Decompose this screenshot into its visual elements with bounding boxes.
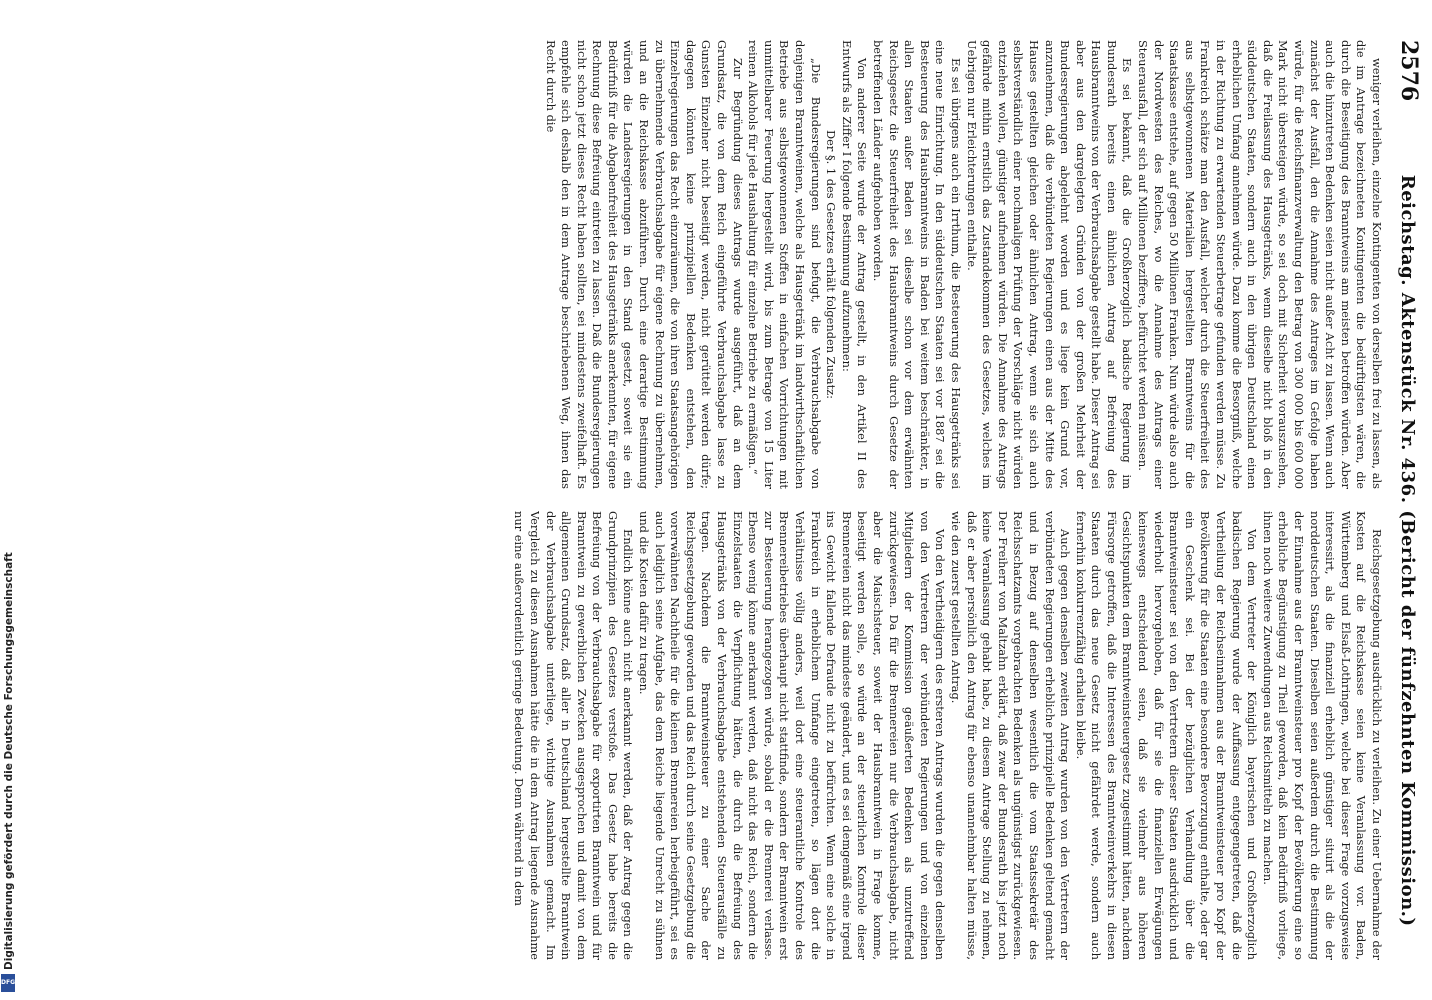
scanned-sheet	[100, 0, 1430, 1000]
paragraph: Zur Begründung dieses Antrags wurde ausgeführt, daß an dem Grundsatz, die von dem Reich eingeführte Verbrauchsabgabe lasse zu Gunsten Einzelner nicht beseitigt werden, nicht gerüttelt werden dürfe; dagegen könnten keine prinzipiellen Bedenken entstehen, den Einzelregierungen das Recht einzuräumen, die von ihren Staatsangehörigen zu übernehmende Verbrauchsabgabe für eigene Rechnung zu übernehmen, und an die Reichskasse abzuführen. Durch eine derartige Bestimmung würden die Landesregierungen in den Stand gesetzt, soweit sie ein Bedürfniß für die Abgabenfreiheit des Hausgetränks anerkennten, für eigene Rechnung diese Befreiung eintreten zu lassen. Daß die Bundesregierungen nicht schon jetzt dieses Recht haben sollten, sei mindestens zweifelhaft. Es empfehle sich deshalb den in dem Antrage beschriebenen Weg, ihnen das Recht durch die	[543, 40, 745, 489]
text-column-right	[118, 511, 1384, 960]
paragraph: „Die Bundesregierungen sind befugt, die Verbrauchsabgabe von denjenigen Branntweinen, welche als Hausgetränk im landwirthschaftlichen Betriebe aus selbstgewonnenen Stoffen in einfachen Vorrichtungen mit unmittelbarer Feuerung hergestellt wird, bis zum Betrage von 15 Liter reinen Alkohols für jede Haushaltung für einzelne Betriebe zu ermäßigen.“	[746, 40, 823, 489]
paragraph: Von den Vertheidigern des ersteren Antrags wurden die gegen denselben von den Vertretern der verbündeten Regierungen und von einzelnen Mitgliedern der Kommission geäußerten Bedenken als unzutreffend zurückgewiesen. Da für die Brennereien nur die Verbrauchsabgabe, nicht aber die Maischsteuer, soweit der Hausbranntwein in Frage komme, beseitigt werden solle, so würde an der steuerlichen Kontrole dieser Brennereien nicht das mindeste geändert, und es sei demgemäß eine irgend ins Gewicht fallende Defraude nicht zu befürchten. Wenn eine solche in Frankreich in erheblichem Umfange eingetreten, so lägen dort die Verhältnisse völlig anders, weil dort eine steuerantliche Kontrole des Brennereibetriebes überhaupt nicht stattfinde, sondern der Branntwein erst zur Besteuerung herangezogen würde, sobald er die Brennerei verlasse. Ebenso wenig könne anerkannt werden, daß nicht das Reich, sondern die Einzelstaaten die Verpflichtung hätten, die durch die Befreiung des Hausgetränks von der Verbrauchsabgabe entstehenden Steuerausfälle zu tragen. Nachdem die Branntweinsteuer zu einer Sache der Reichsgesetzgebung geworden und das Reich durch seine Gesetzgebung die vorerwähnten Nachtheile für die kleinen Brennereien herbeigeführt, sei es auch lediglich seine Aufgabe, das dem Reiche liegende Unrecht zu sühnen und die Kosten dafür zu tragen.	[637, 511, 948, 960]
paragraph: Endlich könne auch nicht anerkannt werden, daß der Antrag gegen die Grundprinzipien des Gesetzes verstoße. Das Gesetz habe bereits die Befreiung von der Verbrauchsabgabe für exportirten Branntwein und für Branntwein zu gewerblichen Zwecken ausgesprochen und damit von dem allgemeinen Grundsatz, daß aller in Deutschland hergestellte Branntwein der Verbrauchsabgabe unterliege, wichtige Ausnahmen gemacht. Im Vergleich zu diesen Ausnahmen hätte die in dem Antrag liegende Ausnahme nur eine außerordentlich geringe Bedeutung. Denn während in dem	[512, 511, 636, 960]
paragraph: Auch gegen denselben zweiten Antrag wurden von den Vertretern der verbündeten Regierungen erhebliche prinzipielle Bedenken geltend gemacht und in Bezug auf denselben wesentlich die vom Staatssekretär des Reichsschatzamts vorgebrachten Bedenken als ungünstigst zurückgewiesen. Der Freiherr von Maltzahn erklärt, daß zwar der Bundesrath bis jetzt noch keine Veranlassung gehabt habe, zu diesem Antrage Stellung zu nehmen, daß er aber persönlich den Antrag für ebenso unannehmbar halten müsse, wie den zuerst gestellten Antrag.	[948, 511, 1073, 960]
paragraph: Reichsgesetzgebung ausdrücklich zu verleihen. Zu einer Uebernahme der Kosten auf die Reichskasse seien keine Veranlassung vor. Baden, Württemberg und Elsaß-Lothringen, welche bei dieser Frage vorzugsweise interessirt, als die finanziell erheblich günstiger situirt als die der norddeutschen Staaten. Dieselben seien außerdem durch die Bestimmung der Einnahme aus der Branntweinsteuer pro Kopf der Bevölkerung eine so erhebliche Begünstigung zu Theil geworden, daß kein Bedürfniß vorliege, ihnen noch weitere Zuwendungen aus Reichsmitteln zu machen.	[1260, 511, 1384, 960]
footer-credit-text: Digitalisierung gefördert durch die Deutsche Forschungsgemeinschaft	[3, 552, 15, 970]
digitization-footer	[0, 0, 18, 1000]
page-number: 2576	[1396, 40, 1422, 102]
paragraph: Es sei übrigens auch ein Irrthum, die Besteuerung des Hausgetränks sei eine neue Einrichtung. In den süddeutschen Staaten sei vor 1887 sei die Besteuerung des Hausbranntweins in Baden bei weitem beschränkter, in allen Staaten außer Baden sei dieselbe schon vor dem erwähnten Reichsgesetz die Steuerfreiheit des Hausbranntweins durch Gesetze der betreffenden Länder aufgehoben worden.	[871, 40, 963, 489]
paragraph: weniger verleihen, einzelne Kontingenten von derselben frei zu lassen, als die im Antrage bezeichneten Kontingenten die bedürftigsten wären, die durch die Beseitigung des Branntweins am meisten betroffen würden. Aber auch die hinzutreten Bedenken seien nicht außer Acht zu lassen. Wenn auch zunächst der Ausfall, den die Annahme des Antrages im Gefolge haben würde, für die Reichsfinanzverwaltung den Betrag von 300 000 bis 600 000 Mark nicht übersteigen würde, so sei doch mit Sicherheit vorauszusehen, daß die Freilassung des Hausgetränks, wenn dieselbe nicht bloß in den süddeutschen Staaten, sondern auch in den übrigen Deutschland einen erheblichen Umfang annehmen würde. Dazu komme die Besorgniß, welche in der Richtung zu erwartenden Steuerbetrage gefunden werden müsse. Zu Frankreich schätze man den Ausfall, welcher durch die Steuerfreiheit des aus selbstgewonnenen Materialien hergestellten Branntweins für die Staatskasse entstehe, auf gegen 50 Millionen Franken. Nun würde also auch der Nordwesten des Reiches, wo die Annahme des Antrags einer Steuerausfall, der sich auf Millionen beziffere, befürchtet werden müssen.	[1136, 40, 1384, 489]
paragraph: Von anderer Seite wurde der Antrag gestellt, in den Artikel II des Entwurfs als Ziffer I folgende Bestimmung aufzunehmen:	[839, 40, 870, 489]
text-column-left	[118, 40, 1384, 489]
dfg-logo-icon: DFG	[1, 974, 15, 992]
paragraph: Der §. 1 des Gesetzes erhält folgenden Zusatz:	[824, 130, 839, 399]
paragraph: Von dem Vertreter der Königlich bayerischen und Großherzoglich badischen Regierung wurde der Auffassung entgegengetreten, daß die Vertheilung der Reichseinnahmen aus der Branntweinsteuer pro Kopf der Bevölkerung für die Staaten eine besondere Bevorzugung enthalte, oder gar ein Geschenk sei. Bei der bezüglichen Verhandlung über die Branntweinsteuer sei von den Vertretern dieser Staaten ausdrücklich und wiederholt hervorgehoben, daß für sie die finanziellen Erwägungen keineswegs entscheidend seien, daß sie vielmehr aus höheren Gesichtspunkten dem Branntweinsteuergesetz zugestimmt hätten, nachdem Fürsorge getroffen, daß die Interessen des Branntweinverkehrs in diesen Staaten durch das neue Gesetz nicht gefährdet werde, sondern auch fernerhin konkurrenzfähig erhalten bleibe.	[1073, 511, 1260, 960]
page-header	[1392, 40, 1422, 960]
running-title: Reichstag. Aktenstück Nr. 436. (Bericht der fünfzehnten Kommission.)	[1397, 174, 1418, 927]
text-columns	[118, 40, 1384, 960]
paragraph: Es sei bekannt, daß die Großherzoglich badische Regierung im Bundesrath bereits einen ähnlichen Antrag auf Befreiung des Hausbranntweins von der Verbrauchsabgabe gestellt habe. Dieser Antrag sei aber aus den dargelegten Gründen von der großen Mehrheit der Bundesregierungen abgelehnt worden und es liege kein Grund vor, anzunehmen, daß die verbündeten Regierungen einen aus der Mitte des Hauses gestellten gleichen oder ähnlichen Antrag, wenn sie sich auch selbstverständlich einer nochmaligen Prüfung der Vorschläge nicht würden entziehen wollen, günstiger aufnehmen würden. Die Annahme des Antrags gefährde mithin ernstlich das Zustandekommen des Gesetzes, welches im Uebrigen nur Erleichterungen enthalte.	[964, 40, 1135, 489]
